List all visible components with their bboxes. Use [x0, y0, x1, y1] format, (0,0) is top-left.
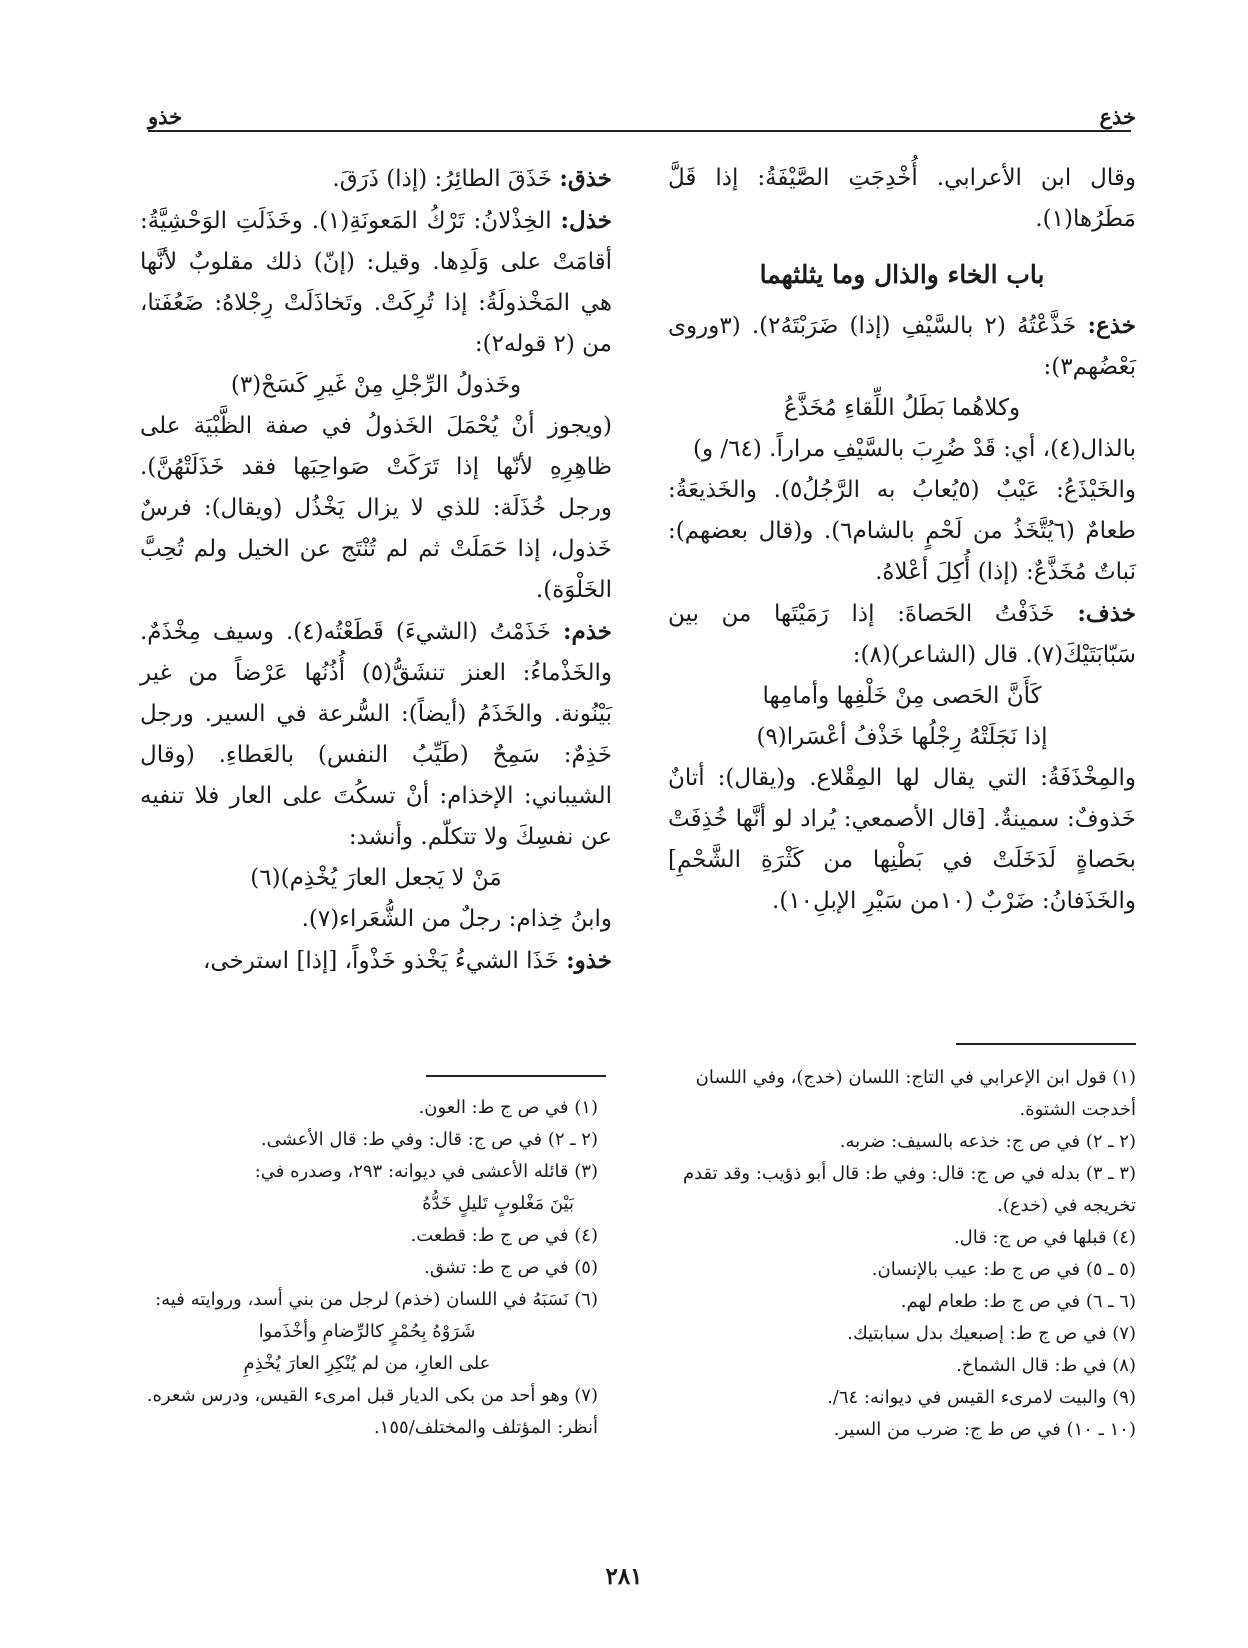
headword: خذق:	[559, 165, 612, 192]
entry-text: خَذَمْتُ (الشيءَ) قَطَعْتُه(٤). وسيف مِخْذَمٌ. والخَذْماءُ: العنز تنشَقُّ(٥) أُذُنُها عَرْضاً من غير بَيْنُونة. والخَذَمُ (أيضاً): السُّرعة في السير. ورجل خَذِمٌ: سَمِحٌ (طَيِّبُ النفس) بالعَطاءِ. (وقال الشيباني: الإخذام: أنْ تسكُتَ على العار فلا تنفيه عن نفسِكَ ولا تتكلّم. وأنشد:	[140, 619, 612, 850]
header-rule	[148, 130, 1131, 132]
headword: خذو:	[566, 947, 612, 974]
entry-khadhal	[140, 200, 612, 365]
footnote: (٨) في ط: قال الشماخ.	[956, 1355, 1136, 1376]
headword: خذم:	[562, 618, 612, 645]
footnote: (١٠ ـ ١٠) في ص ط ج: ضرب من السير.	[833, 1419, 1136, 1440]
entry-paragraph: وابنُ خِذام: رجلٌ من الشُّعَراء(٧).	[301, 906, 612, 932]
footnotes-right	[666, 1062, 1136, 1446]
headword: خذل:	[560, 207, 612, 234]
footnote: (٢ ـ ٢) في ص ج: قال: وفي ط: قال الأعشى.	[260, 1129, 598, 1150]
running-header-left: خذو	[148, 104, 183, 129]
entry-text: خَذَقَ الطائِرُ: (إذا) ذَرَقَ.	[332, 166, 560, 192]
footnote: (١) في ص ج ط: العون.	[418, 1097, 598, 1118]
footnote-verse: على العارِ، من لم يُنْكِرِ العارَ يُخْذِمِ	[243, 1353, 491, 1374]
intro-paragraph: وقال ابن الأعرابي. أُخْدِجَتِ الصَّيْفَةُ: إذا قَلَّ مَطَرُها(١).	[668, 165, 1136, 232]
footnote: (٣) قائله الأعشى في ديوانه: ٢٩٣، وصدره في:	[254, 1161, 598, 1182]
entry-khadhaq	[140, 158, 612, 200]
footnote: (٢ ـ ٢) في ص ج: خذعه بالسيف: ضربه.	[839, 1131, 1136, 1152]
verse-line: وخَذولُ الرِّجْلِ مِنْ غَيرِ كَسَحْ(٣)	[230, 372, 522, 398]
verse-line: وكلاهُما بَطَلُ اللِّقاءِ مُخَذَّعُ	[783, 395, 1021, 421]
entry-paragraph: والمِخْذَفَةُ: التي يقال لها المِقْلاع. و(يقال): أتانٌ خَذوفٌ: سمينةٌ. [قال الأصمعي: يُراد لو أنَّها خُذِفَتْ بحَصاةٍ لَدَخَلَتْ في بَطْنِها من كَثْرَةِ الشَّحْمِ] والخَذَفانُ: ضَرْبٌ (١٠من سَيْرِ الإبلِ١٠).	[668, 765, 1136, 914]
footnote: (٧) في ص ج ط: إصبعيك بدل سبابتيك.	[847, 1323, 1136, 1344]
right-column	[668, 158, 1136, 922]
footnote: (٦) نَسَبَهُ في اللسان (خذم) لرجل من بني أسد، وروايته فيه:	[155, 1289, 598, 1310]
entry-text: خَذَا الشيءُ يَخْذو خَذْواً، [إذا] استرخى،	[202, 948, 567, 974]
entry-khadhaw	[140, 940, 612, 982]
verse-line: مَنْ لا يَجعل العارَ يُخْذِم)(٦)	[250, 865, 502, 891]
verse-line: إذا نَجَلَتْهُ رِجْلُها خَذْفُ أعْسَرا(٩)	[756, 724, 1048, 750]
footnote: (٤) في ص ج ط: قطعت.	[410, 1225, 598, 1246]
footnote: (٦ ـ ٦) في ص ج ط: طعام لهم.	[900, 1291, 1136, 1312]
footnote: أنظر: المؤتلف والمختلف/١٥٥.	[373, 1417, 598, 1438]
entry-text: الخِذْلانُ: تَرْكُ المَعونَةِ(١). وخَذَلَتِ الوَحْشِيَّةُ: أقامَتْ على وَلَدِها. وقيل: (إنّ) ذلك مقلوبٌ لأنَّها هي المَخْذولَةُ: إذا تُرِكَتْ. وتَخاذَلَتْ رِجْلاهُ: ضَعُفَتا، من (٢ قوله٢):	[140, 208, 612, 357]
entry-khadhaf	[668, 593, 1136, 676]
footnote-verse: شَرَوْهُ بِحُمْرٍ كالرِّضامِ وأخْذَموا	[258, 1321, 476, 1342]
footnote: (٧) وهو أحد من بكى الديار قبل امرىء القيس، ودرس شعره.	[146, 1385, 598, 1406]
section-title: باب الخاء والذال وما يثلثهما	[759, 260, 1045, 289]
footnote: (١) قول ابن الإعرابي في التاج: اللسان (خدج)، وفي اللسان أخدجت الشتوة.	[695, 1067, 1136, 1120]
entry-text: خَذَّعْتُهُ (٢ بالسَّيْفِ (إذا) ضَرَبْتَهُ٢). (٣وروى بَعْضُهم٣):	[668, 313, 1136, 380]
footnote-rule-right	[956, 1043, 1136, 1045]
running-header-right: خذع	[1099, 104, 1136, 129]
entry-khadham	[140, 611, 612, 858]
headword: خذف:	[1077, 600, 1136, 627]
left-column	[140, 158, 612, 982]
entry-paragraph: (ويجوز أنْ يُحْمَلَ الخَذولُ في صفة الظَّبْيَة على ظاهِرِهِ لأنّها إذا تَرَكَتْ صَواحِبَها فقد خَذَلَتْهُنَّ). ورجل خُذَلَة: للذي لا يزال يَخْذُل (ويقال): فرسٌ خَذول، إذا حَمَلَتْ ثم لم تُنْتَج عن الخيل ولم تُحِبَّ الخَلْوَة).	[140, 413, 612, 603]
footnotes-left	[136, 1092, 598, 1444]
footnote: (٥ ـ ٥) في ص ج ط: عيب بالإنسان.	[871, 1259, 1136, 1280]
footnote: (٩) والبيت لامرىء القيس في ديوانه: ٦٤/.	[827, 1387, 1136, 1408]
verse-line: كَأَنَّ الحَصى مِنْ خَلْفِها وأمامِها	[762, 683, 1042, 709]
footnote: (٤) قبلها في ص ج: قال.	[953, 1227, 1136, 1248]
footnote-verse: بَيْنَ مَغْلوبٍ تَليلٍ خَدُّهُ	[422, 1193, 574, 1214]
footnote-rule-left	[426, 1075, 606, 1077]
footnote: (٣ ـ ٣) بدله في ص ج: قال: وفي ط: قال أبو ذؤيب: وقد تقدم تخريجه في (خدع).	[682, 1163, 1136, 1216]
entry-khadha	[668, 305, 1136, 388]
footnote: (٥) في ص ج ط: تشق.	[424, 1257, 598, 1278]
entry-paragraph: والخَيْذَعُ: عَيْبٌ (٥يُعابُ به الرَّجُلُ٥). والخَذيعَةُ: طعامٌ (٦يُتَّخَذُ من لَحْمٍ بالشام٦). و(قال بعضهم): نَباتٌ مُخَذَّعٌ: (إذا) أُكِلَ أعْلاهُ.	[668, 477, 1136, 585]
entry-paragraph: بالذال(٤)، أي: قَدْ ضُرِبَ بالسَّيْفِ مراراً. (٦٤/ و)	[692, 436, 1136, 462]
headword: خذع:	[1087, 312, 1136, 339]
entry-text: خَذَفْتُ الحَصاةَ: إذا رَمَيْتَها من بين سَبّابَتَيْكَ(٧). قال (الشاعر)(٨):	[668, 601, 1136, 668]
page-number: ٢٨١	[605, 1563, 643, 1590]
